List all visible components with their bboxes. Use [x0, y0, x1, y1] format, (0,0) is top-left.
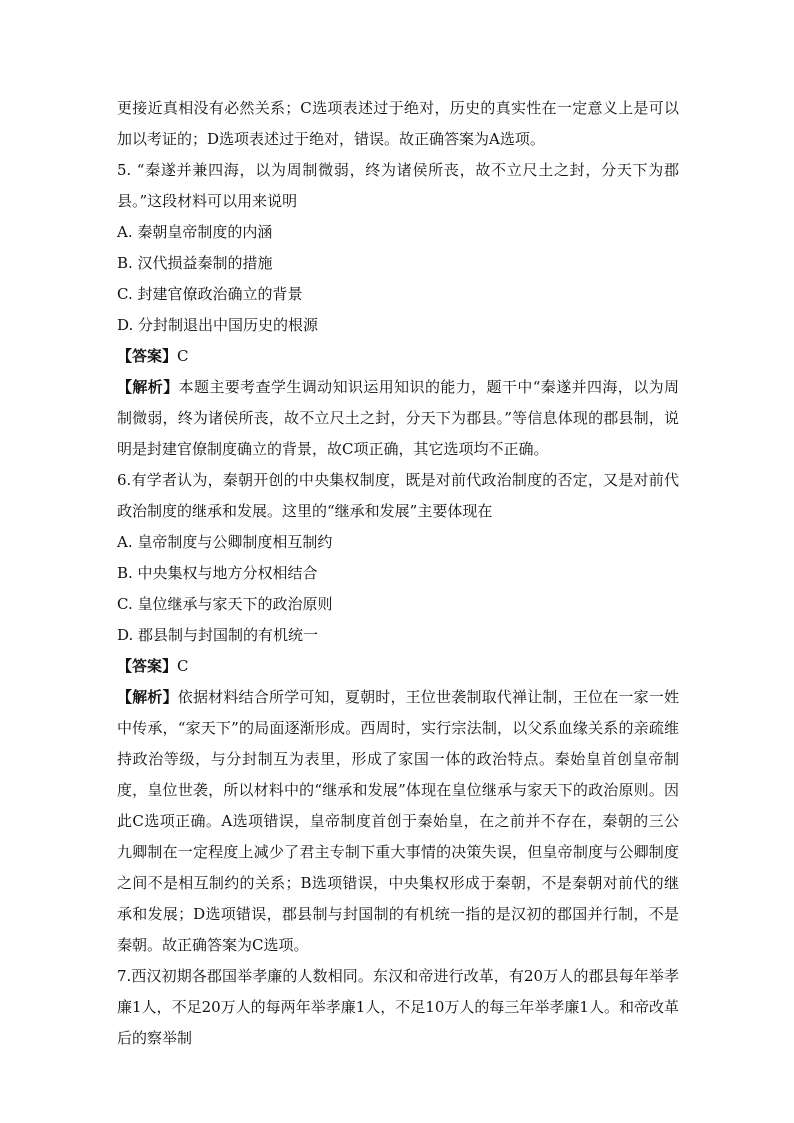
option-a: A. 皇帝制度与公卿制度相互制约	[117, 533, 333, 551]
analysis-text: 依据材料结合所学可知，夏朝时，王位世袭制取代禅让制，王位在一家一姓中传承，“家天下”的局面逐渐形成。西周时，实行宗法制，以父系血缘关系的亲疏维持政治等级，与分封制互为表里，形成了家国一体的政治特点。秦始皇首创皇帝制度，皇位世袭，所以材料中的“继承和发展”体现在皇位继承与家天下的政治原则。因此C选项正确。A选项错误，皇帝制度首创于秦始皇，在之前并不存在，秦朝的三公九卿制在一定程度上减少了君主专制下重大事情的决策失误，但皇帝制度与公卿制度之间不是相互制约的关系；B选项错误，中央集权形成于秦朝，不是秦朝对前代的继承和发展；D选项错误，郡县制与封国制的有机统一指的是汉初的郡国并行制，不是秦朝。故正确答案为C选项。	[117, 688, 679, 954]
option-b: B. 汉代损益秦制的措施	[117, 254, 273, 272]
question-5	[117, 155, 679, 465]
question-stem: 7.西汉初期各郡国举孝廉的人数相同。东汉和帝进行改革，有20万人的郡县每年举孝廉1人，不足20万人的每两年举孝廉1人，不足10万人的每三年举孝廉1人。和帝改革后的察举制	[117, 967, 679, 1047]
answer-line	[117, 651, 679, 682]
analysis-text: 本题主要考查学生调动知识运用知识的能力，题干中“秦遂并四海，以为周制微弱，终为诸侯所丧，故不立尺土之封，分天下为郡县。”等信息体现的郡县制，说明是封建官僚制度确立的背景，故C项正确，其它选项均不正确。	[117, 378, 679, 458]
option-b: B. 中央集权与地方分权相结合	[117, 564, 318, 582]
paragraph-continuation: 更接近真相没有必然关系；C选项表述过于绝对，历史的真实性在一定意义上是可以加以考证的；D选项表述过于绝对，错误。故正确答案为A选项。	[117, 99, 679, 148]
answer-value: C	[177, 657, 189, 675]
question-stem: 5. “秦遂并兼四海，以为周制微弱，终为诸侯所丧，故不立尺土之封，分天下为郡县。”这段材料可以用来说明	[117, 161, 679, 210]
answer-label: 【答案】	[117, 657, 178, 675]
option-d: D. 分封制退出中国历史的根源	[117, 316, 319, 334]
option-c: C. 皇位继承与家天下的政治原则	[117, 595, 333, 613]
option-a: A. 秦朝皇帝制度的内涵	[117, 223, 273, 241]
option-d: D. 郡县制与封国制的有机统一	[117, 626, 319, 644]
analysis-paragraph	[117, 682, 679, 961]
analysis-label: 【解析】	[117, 688, 178, 706]
document-page	[117, 93, 679, 1054]
question-6	[117, 465, 679, 961]
analysis-label: 【解析】	[117, 378, 179, 396]
analysis-paragraph	[117, 372, 679, 465]
question-7	[117, 961, 679, 1054]
answer-value: C	[177, 347, 189, 365]
answer-line	[117, 341, 679, 372]
option-c: C. 封建官僚政治确立的背景	[117, 285, 303, 303]
question-stem: 6.有学者认为，秦朝开创的中央集权制度，既是对前代政治制度的否定，又是对前代政治制度的继承和发展。这里的“继承和发展”主要体现在	[117, 471, 679, 520]
answer-label: 【答案】	[117, 347, 178, 365]
